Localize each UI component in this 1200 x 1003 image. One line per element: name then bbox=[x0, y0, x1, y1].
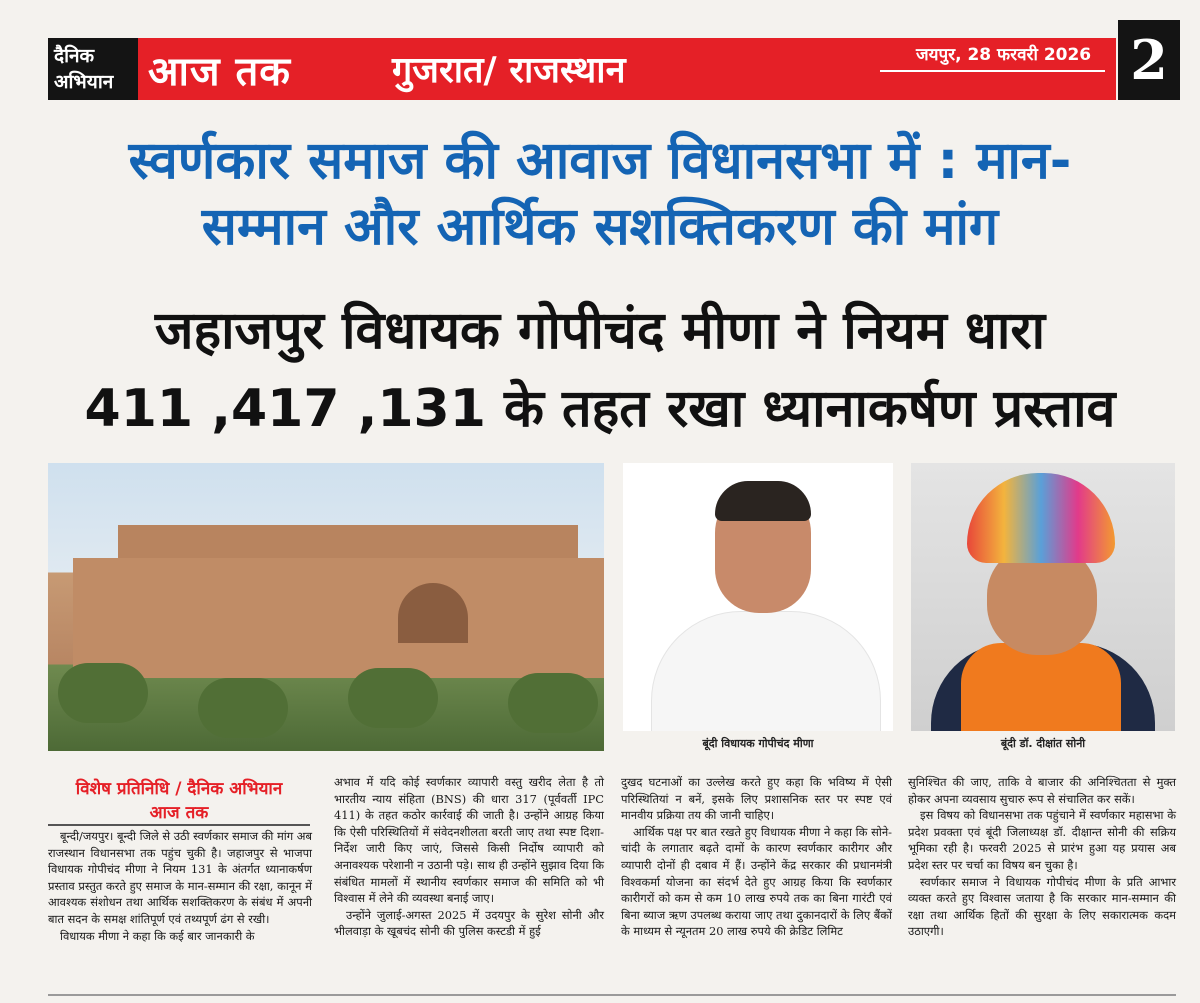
article-column-4 bbox=[908, 774, 1176, 940]
tree-shape bbox=[198, 678, 288, 738]
byline-reporter: विशेष प्रतिनिधि / दैनिक अभियान bbox=[75, 779, 283, 799]
headline-blue-line2: सम्मान और आर्थिक सशक्तिकरण की मांग bbox=[201, 197, 999, 257]
brand-line2: अभियान bbox=[54, 71, 114, 93]
headline-black-line1: जहाजपुर विधायक गोपीचंद मीणा ने नियम धारा bbox=[154, 301, 1046, 361]
headline-blue bbox=[30, 128, 1170, 260]
article-paragraph: बून्दी/जयपुर। बून्दी जिले से उठी स्वर्णकार समाज की मांग अब राजस्थान विधानसभा तक पहुंच चुकी है। जहाजपुर से भाजपा विधायक गोपीचंद मीणा ने नियम 131 के अंतर्गत ध्यानाकर्षण प्रस्ताव प्रस्तुत करते हुए समाज के मान-सम्मान की रक्षा, कानून में आवश्यक संशोधन तथा आर्थिक सशक्तिकरण के संबंध में अपनी बात सदन के समक्ष शांतिपूर्ण एवं तथ्यपूर्ण ढंग से रखी। bbox=[48, 829, 312, 926]
section-title: गुजरात/ राजस्थान bbox=[392, 50, 626, 91]
brand-name: आज तक bbox=[148, 49, 292, 95]
brand-logo-box bbox=[48, 38, 138, 100]
headline-black bbox=[30, 292, 1170, 448]
byline-publication: आज तक bbox=[149, 803, 209, 823]
article-paragraph: स्वर्णकार समाज ने विधायक गोपीचंद मीणा के प्रति आभार व्यक्त करते हुए विश्वास जताया है कि सरकार मान-सम्मान की रक्षा तथा आर्थिक हितों की सुरक्षा के लिए सकारात्मक कदम उठाएगी। bbox=[908, 874, 1176, 939]
page-number: 2 bbox=[1118, 20, 1180, 100]
portrait-hair bbox=[715, 481, 811, 521]
article-paragraph: अभाव में यदि कोई स्वर्णकार व्यापारी वस्तु खरीद लेता है तो भारतीय न्याय संहिता (BNS) की धारा 317 (पूर्ववर्ती IPC 411) के तहत कठोर कार्रवाई की जाती है। उन्होंने आग्रह किया कि ऐसी परिस्थितियों में संवेदनशीलता बरती जाए तथा स्पष्ट दिशा-निर्देश जारी किए जाएं, जिससे किसी निर्दोष व्यापारी को अनावश्यक परेशानी न उठानी पड़े। साथ ही उन्होंने सुझाव दिया कि संबंधित मामलों में स्थानीय स्वर्णकार समाज की समिति को भी विश्वास में लेने की व्यवस्था बनाई जाए। bbox=[334, 775, 604, 906]
tree-shape bbox=[508, 673, 598, 733]
article-paragraph: आर्थिक पक्ष पर बात रखते हुए विधायक मीणा ने कहा कि सोने-चांदी के लगातार बढ़ते दामों के कारण स्वर्णकार कारीगर और व्यापारी दोनों ही दबाव में हैं। उन्होंने केंद्र सरकार की प्रधानमंत्री विश्वकर्मा योजना का संदर्भ देते हुए आग्रह किया कि स्वर्णकार कारीगरों को कम से कम 10 लाख रुपये तक का बिना गारंटी एवं बिना ब्याज ऋण उपलब्ध कराया जाए तथा दुकानदारों के लिए बैंकों के माध्यम से न्यूनतम 20 लाख रुपये की क्रेडिट लिमिट bbox=[621, 824, 892, 939]
page-bottom-rule bbox=[48, 994, 1176, 996]
headline-black-line2: 411 ,417 ,131 के तहत रखा ध्यानाकर्षण प्रस्ताव bbox=[84, 379, 1116, 439]
article-paragraph: सुनिश्चित की जाए, ताकि वे बाजार की अनिश्चितता से मुक्त होकर अपना व्यवसाय सुचारु रूप से संचालित कर सकें। bbox=[908, 775, 1176, 806]
mla-meena-photo bbox=[623, 463, 893, 731]
article-column-2 bbox=[334, 774, 604, 940]
assembly-building-photo bbox=[48, 463, 604, 751]
headline-blue-line1: स्वर्णकार समाज की आवाज विधानसभा में : मान- bbox=[128, 131, 1072, 191]
tree-shape bbox=[58, 663, 148, 723]
article-paragraph: इस विषय को विधानसभा तक पहुंचाने में स्वर्णकार महासभा के प्रदेश प्रवक्ता एवं बूंदी जिलाध्यक्ष डॉ. दीक्षान्त सोनी की सक्रिय भूमिका रही है। फरवरी 2025 से प्रारंभ हुआ यह प्रयास अब प्रदेश स्तर पर चर्चा का विषय बन चुका है। bbox=[908, 808, 1176, 872]
article-paragraph: उन्होंने जुलाई-अगस्त 2025 में उदयपुर के सुरेश सोनी और भीलवाड़ा के खूबचंद सोनी की पुलिस कस्टडी में हुई bbox=[334, 907, 604, 939]
byline-rule bbox=[48, 824, 310, 826]
tree-shape bbox=[348, 668, 438, 728]
building-facade bbox=[73, 558, 604, 678]
article-column-1 bbox=[48, 828, 312, 944]
caption-meena: बूंदी विधायक गोपीचंद मीणा bbox=[702, 737, 814, 750]
article-paragraph: विधायक मीणा ने कहा कि कई बार जानकारी के bbox=[60, 928, 255, 943]
caption-soni: बूंदी डॉ. दीक्षांत सोनी bbox=[1000, 737, 1086, 750]
portrait-shirt bbox=[651, 611, 881, 731]
brand-line1: दैनिक bbox=[54, 45, 95, 67]
article-paragraph: दुखद घटनाओं का उल्लेख करते हुए कहा कि भविष्य में ऐसी परिस्थितियां न बनें, इसके लिए प्रशासनिक स्तर पर स्पष्ट एवं मानवीय प्रक्रिया तय की जानी चाहिए। bbox=[621, 775, 892, 823]
dateline: जयपुर, 28 फरवरी 2026 bbox=[916, 45, 1092, 65]
portrait-turban bbox=[967, 473, 1115, 563]
dateline-rule bbox=[880, 70, 1105, 72]
article-column-3 bbox=[621, 774, 892, 940]
dr-soni-photo bbox=[911, 463, 1175, 731]
portrait-saffron-scarf bbox=[961, 643, 1121, 731]
